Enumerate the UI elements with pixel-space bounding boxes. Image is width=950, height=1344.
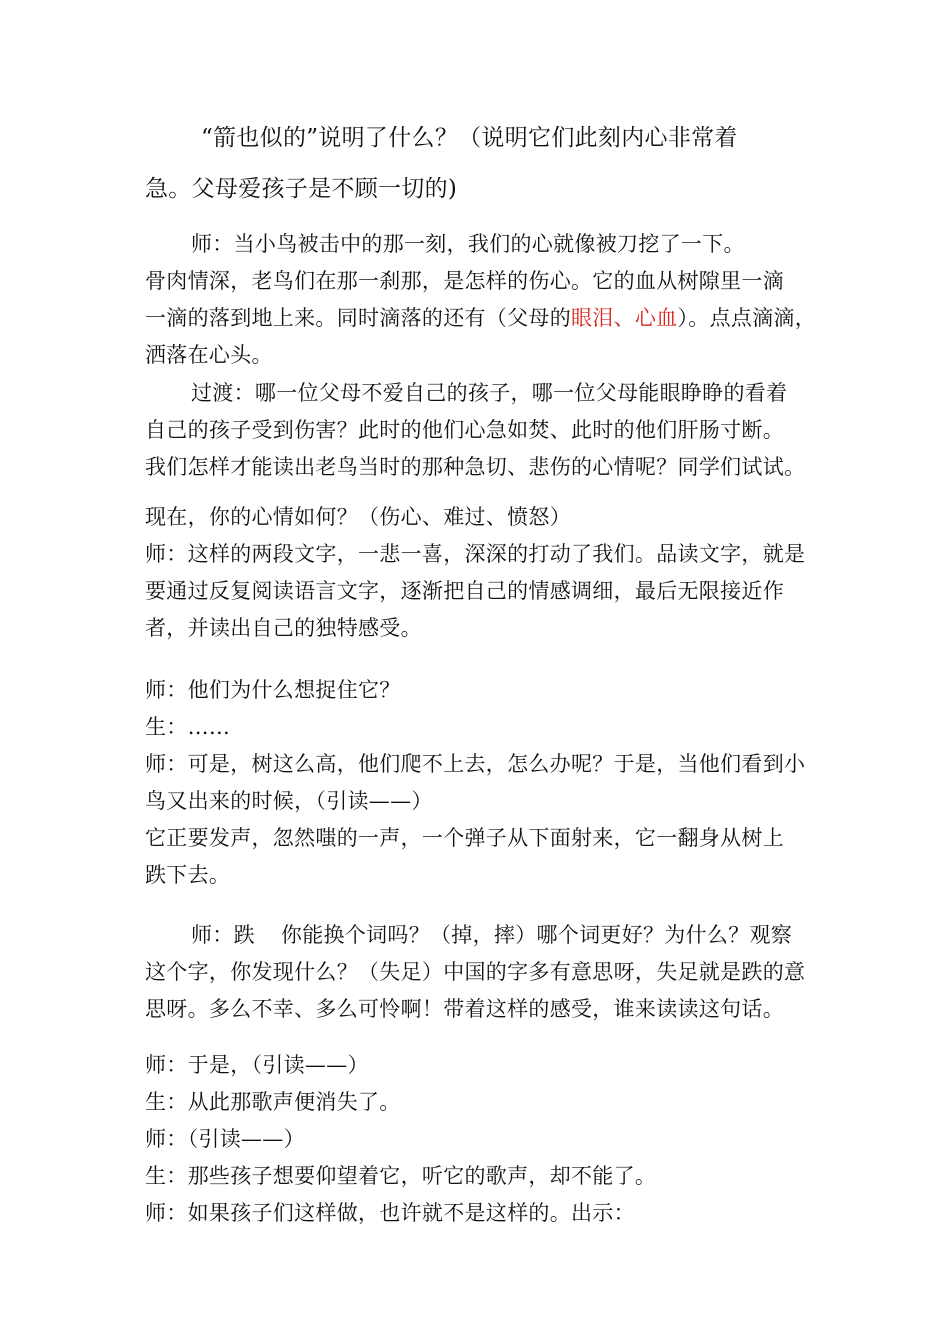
text-line: 师：他们为什么想捉住它？: [145, 678, 401, 702]
text-line: “箭也似的”说明了什么？（说明它们此刻内心非常着: [201, 125, 738, 151]
text-line: 师：可是，树这么高，他们爬不上去，怎么办呢？于是，当他们看到小: [145, 752, 806, 776]
text-segment: 一滴的落到地上来。同时滴落的还有（父母的: [145, 306, 571, 330]
text-line: 它正要发声，忽然嗤的一声，一个弹子从下面射来，它一翻身从树上: [145, 826, 784, 850]
text-line: 生：那些孩子想要仰望着它，听它的歌声，却不能了。: [145, 1164, 657, 1188]
paragraph-dialogue-catch: [145, 672, 825, 894]
text-line: 急。父母爱孩子是不顾一切的): [145, 176, 458, 202]
text-line: 师：（引读——）: [145, 1127, 305, 1151]
paragraph-fall-word: [145, 917, 825, 1028]
text-line: 跌下去。: [145, 863, 231, 887]
text-line: 我们怎样才能读出老鸟当时的那种急切、悲伤的心情呢？同学们试试。: [145, 455, 806, 479]
text-line: 生：从此那歌声便消失了。: [145, 1090, 401, 1114]
paragraph-transition: [145, 375, 825, 486]
text-line: 思呀。多么不幸、多么可怜啊！带着这样的感受，谁来读读这句话。: [145, 997, 784, 1021]
text-line: 师：这样的两段文字，一悲一喜，深深的打动了我们。品读文字，就是: [145, 542, 806, 566]
text-line: 这个字，你发现什么？（失足）中国的字多有意思呀，失足就是跌的意: [145, 960, 806, 984]
text-segment: 你能换个词吗？（掉，摔）哪个词更好？为什么？观察: [280, 923, 793, 947]
text-line: [145, 300, 825, 337]
text-line: 要通过反复阅读语言文字，逐渐把自己的情感调细，最后无限接近作: [145, 579, 784, 603]
paragraph-bird-shot: [145, 226, 825, 374]
paragraph-feelings: [145, 499, 825, 647]
text-line: 过渡：哪一位父母不爱自己的孩子，哪一位父母能眼睁睁的看着: [191, 381, 788, 405]
paragraph-arrow-question: [145, 113, 825, 215]
text-line: 骨肉情深，老鸟们在那一刹那，是怎样的伤心。它的血从树隙里一滴: [145, 269, 784, 293]
text-line: 鸟又出来的时候，（引读——）: [145, 789, 433, 813]
text-line: [145, 917, 825, 954]
highlighted-text: 眼泪、心血: [571, 306, 678, 330]
text-line: 者，并读出自己的独特感受。: [145, 616, 422, 640]
text-line: 师：于是，（引读——）: [145, 1053, 369, 1077]
text-line: 洒落在心头。: [145, 343, 273, 367]
text-line: 师：如果孩子们这样做，也许就不是这样的。出示：: [145, 1201, 635, 1225]
text-line: 自己的孩子受到伤害？此时的他们心急如焚、此时的他们肝肠寸断。: [145, 418, 784, 442]
text-segment: 师：跌: [191, 923, 255, 947]
text-line: 现在，你的心情如何？（伤心、难过、愤怒）: [145, 505, 571, 529]
text-line: 生：……: [145, 715, 231, 739]
paragraph-dialogue-song: [145, 1047, 825, 1232]
text-segment: ）。点点滴滴，: [677, 306, 817, 330]
text-line: 师：当小鸟被击中的那一刻，我们的心就像被刀挖了一下。: [191, 232, 745, 256]
